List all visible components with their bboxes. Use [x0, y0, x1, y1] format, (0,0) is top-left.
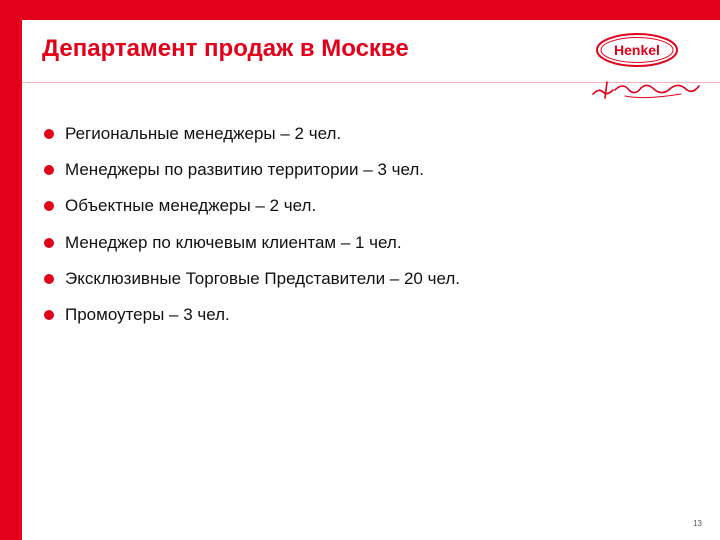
list-item	[44, 160, 460, 196]
slide	[22, 20, 720, 540]
slide-title: Департамент продаж в Москве	[42, 35, 409, 62]
bullet-icon	[44, 238, 54, 248]
list-item	[44, 233, 460, 269]
list-item	[44, 196, 460, 232]
henkel-logo-graphic	[585, 30, 705, 110]
bullet-list	[44, 124, 460, 341]
list-item-text: Менеджер по ключевым клиентам – 1 чел.	[65, 232, 402, 252]
bullet-icon	[44, 129, 54, 139]
bullet-icon	[44, 274, 54, 284]
list-item-text: Объектные менеджеры – 2 чел.	[65, 196, 317, 216]
list-item-text: Промоутеры – 3 чел.	[65, 304, 230, 324]
page-number: 13	[693, 519, 702, 528]
bullet-icon	[44, 165, 54, 175]
list-item	[44, 124, 460, 160]
list-item-text: Региональные менеджеры – 2 чел.	[65, 124, 342, 143]
list-item	[44, 305, 460, 341]
svg-text:Henkel: Henkel	[614, 42, 660, 58]
henkel-logo	[585, 30, 705, 110]
bullet-icon	[44, 310, 54, 320]
list-item	[44, 269, 460, 305]
list-item-text: Менеджеры по развитию территории – 3 чел.	[65, 160, 425, 180]
list-item-text: Эксклюзивные Торговые Представители – 20 чел.	[65, 268, 461, 288]
bullet-icon	[44, 201, 54, 211]
